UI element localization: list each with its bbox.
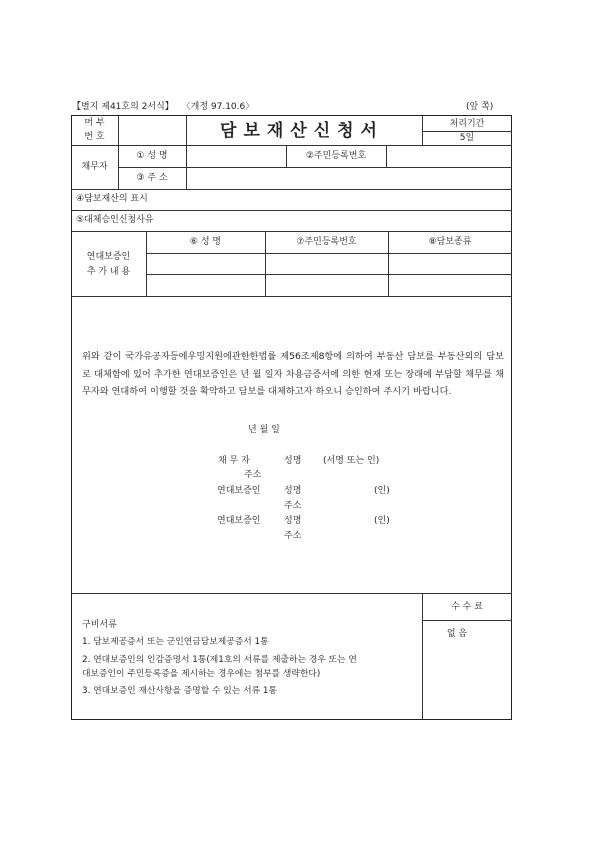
rule-guarantor-bottom [71, 296, 512, 297]
attachment-item-3: 3. 연대보증인 재산사항을 증명할 수 있는 서류 1통 [82, 686, 278, 696]
substitution-reason-label: ⑤대체승인신청사유 [76, 215, 154, 225]
guarantor1-seal: (인) [374, 486, 390, 496]
guarantor1-address-word: 주소 [284, 501, 302, 511]
name-label: ① 성 명 [136, 151, 168, 161]
rule-reason-bottom [71, 231, 512, 232]
page-side-label: (앞 쪽) [466, 102, 494, 112]
revision-note: 〈개정 97.10.6〉 [181, 102, 255, 112]
guarantor2-address-word: 주소 [284, 531, 302, 541]
receipt-number-label-bottom: 번 호 [84, 132, 105, 142]
attachment-item-2-line1: 2. 연대보증인의 인감증명서 1통(제1호의 서류를 제출하는 경우 또는 연 [82, 655, 357, 665]
debtor-name-word: 성명 [284, 456, 302, 466]
collateral-field[interactable] [160, 190, 510, 209]
fee-value: 없 음 [446, 629, 468, 639]
debtor-sign-or-seal: (서명 또는 인) [323, 456, 380, 466]
receipt-number-label-top: 머 부 [84, 118, 105, 128]
debtor-address-field[interactable] [187, 168, 511, 188]
guarantor2-name-word: 성명 [284, 516, 302, 526]
resident-number-label: ②주민등록번호 [305, 151, 367, 161]
debtor-sign-label: 채 무 자 [218, 456, 250, 466]
guarantor-1-name-field[interactable] [147, 254, 264, 273]
guarantor-label-2: 추 가 내 용 [86, 267, 131, 277]
address-label: ③ 주 소 [136, 173, 168, 183]
substitution-reason-field[interactable] [160, 211, 510, 230]
debtor-address-word: 주소 [244, 470, 262, 480]
guarantor-col-resident-number: ⑦주민등록번호 [296, 237, 357, 247]
fee-label: 수 수 료 [451, 602, 483, 612]
date-line: 년 월 일 [248, 425, 280, 435]
form-title: 담보재산신청서 [220, 121, 384, 141]
guarantor-col-collateral-type: ⑧담보종류 [428, 237, 472, 247]
guarantor-2-resident-number-field[interactable] [266, 275, 387, 295]
guarantor1-name-word: 성명 [284, 486, 302, 496]
guarantor-1-resident-number-field[interactable] [266, 254, 387, 273]
guarantor-label-1: 연대보증인 [86, 252, 131, 262]
guarantor2-sign-label: 연대보증인 [217, 516, 261, 526]
rule-fee-split [422, 620, 512, 621]
debtor-name-field[interactable] [187, 146, 285, 166]
rule-body-bottom [71, 593, 512, 594]
guarantor-col-name: ⑥ 성 명 [189, 237, 222, 247]
collateral-label: ④담보재산의 표시 [76, 194, 148, 204]
processing-period-value: 5일 [459, 133, 475, 143]
debtor-resident-number-field[interactable] [387, 146, 511, 166]
guarantor-2-name-field[interactable] [147, 275, 264, 295]
guarantor2-seal: (인) [374, 516, 390, 526]
guarantor-2-collateral-type-field[interactable] [389, 275, 511, 295]
guarantor-1-collateral-type-field[interactable] [389, 254, 511, 273]
processing-period-label: 처리기간 [449, 119, 485, 129]
attachment-item-1: 1. 담보제공증서 또는 군인연금담보제공증서 1통 [82, 637, 269, 647]
guarantor1-sign-label: 연대보증인 [217, 486, 261, 496]
form-number: 【별지 제41호의 2서식】 [72, 102, 174, 112]
application-statement: 위와 같이 국가유공자등에우밍지원에관한한법률 제56조제8항에 의하여 부동산 담보를 부동산외의 담보로 대체함에 있어 추가한 연대보증인은 년 월 일자 차용금증서에 의한 현재 또는 장래에 부담할 채무를 채 무자와 연대하여 이행할 것을 확약하고 담보를 대체하고자 하오니 승인하여 주시기 바랍니다. [82, 351, 504, 398]
receipt-number-field[interactable] [119, 116, 185, 144]
attachments-title: 구비서류 [82, 620, 117, 630]
attachment-item-2-line2: 대보증인이 주민등록증을 제시하는 경우에는 첨부를 생략한다) [82, 669, 321, 679]
form-reference [72, 99, 254, 112]
debtor-section-label: 채무자 [81, 162, 108, 172]
